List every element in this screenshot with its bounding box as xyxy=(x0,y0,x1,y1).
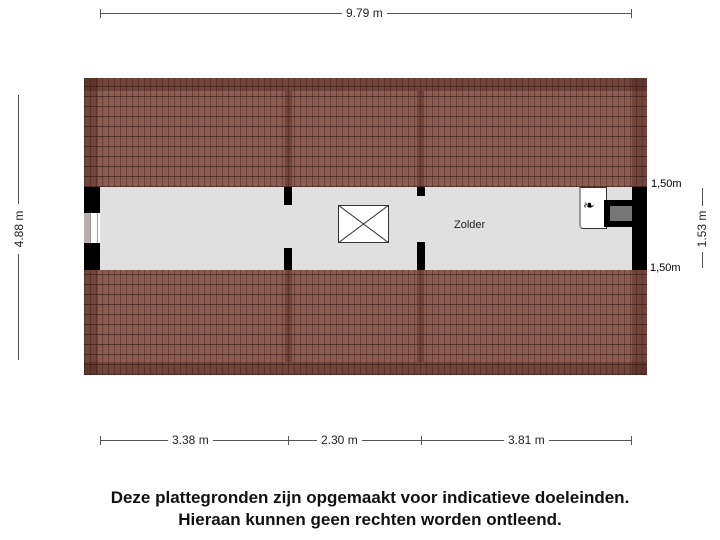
window xyxy=(90,213,98,243)
roof-edge xyxy=(84,362,647,375)
disclaimer-line-2: Hieraan kunnen geen rechten worden ontleend. xyxy=(178,510,562,529)
room-label-zolder: Zolder xyxy=(454,219,486,231)
roof-top xyxy=(84,78,647,187)
dimension-tick xyxy=(421,436,422,445)
wall xyxy=(417,242,425,270)
skylight-icon xyxy=(338,205,389,243)
dimension-tick xyxy=(288,436,289,445)
total-width-label: 9.79 m xyxy=(342,6,387,20)
wall xyxy=(84,187,100,213)
wall xyxy=(84,243,100,270)
dimension-tick xyxy=(631,436,632,445)
disclaimer xyxy=(0,487,720,531)
wall xyxy=(284,187,292,205)
dimension-tick xyxy=(631,9,632,18)
flue-opening xyxy=(610,206,632,221)
wall xyxy=(632,187,647,270)
height-label-top: 1,50m xyxy=(651,178,682,190)
wall xyxy=(417,187,425,196)
total-depth-label: 4.88 m xyxy=(12,204,26,254)
dimension-tick xyxy=(100,436,101,445)
floor-depth-label: 1.53 m xyxy=(695,206,709,252)
height-label-bottom: 1,50m xyxy=(650,262,681,274)
segment-1-label: 3.38 m xyxy=(168,433,213,447)
disclaimer-line-1: Deze plattegronden zijn opgemaakt voor indicatieve doeleinden. xyxy=(110,488,630,507)
dimension-tick xyxy=(100,9,101,18)
wall xyxy=(284,248,292,270)
roof-bottom xyxy=(84,270,647,375)
segment-2-label: 2.30 m xyxy=(317,433,362,447)
roof-edge xyxy=(84,78,647,91)
segment-3-label: 3.81 m xyxy=(504,433,549,447)
fireplace-icon: ❧ xyxy=(583,197,595,213)
